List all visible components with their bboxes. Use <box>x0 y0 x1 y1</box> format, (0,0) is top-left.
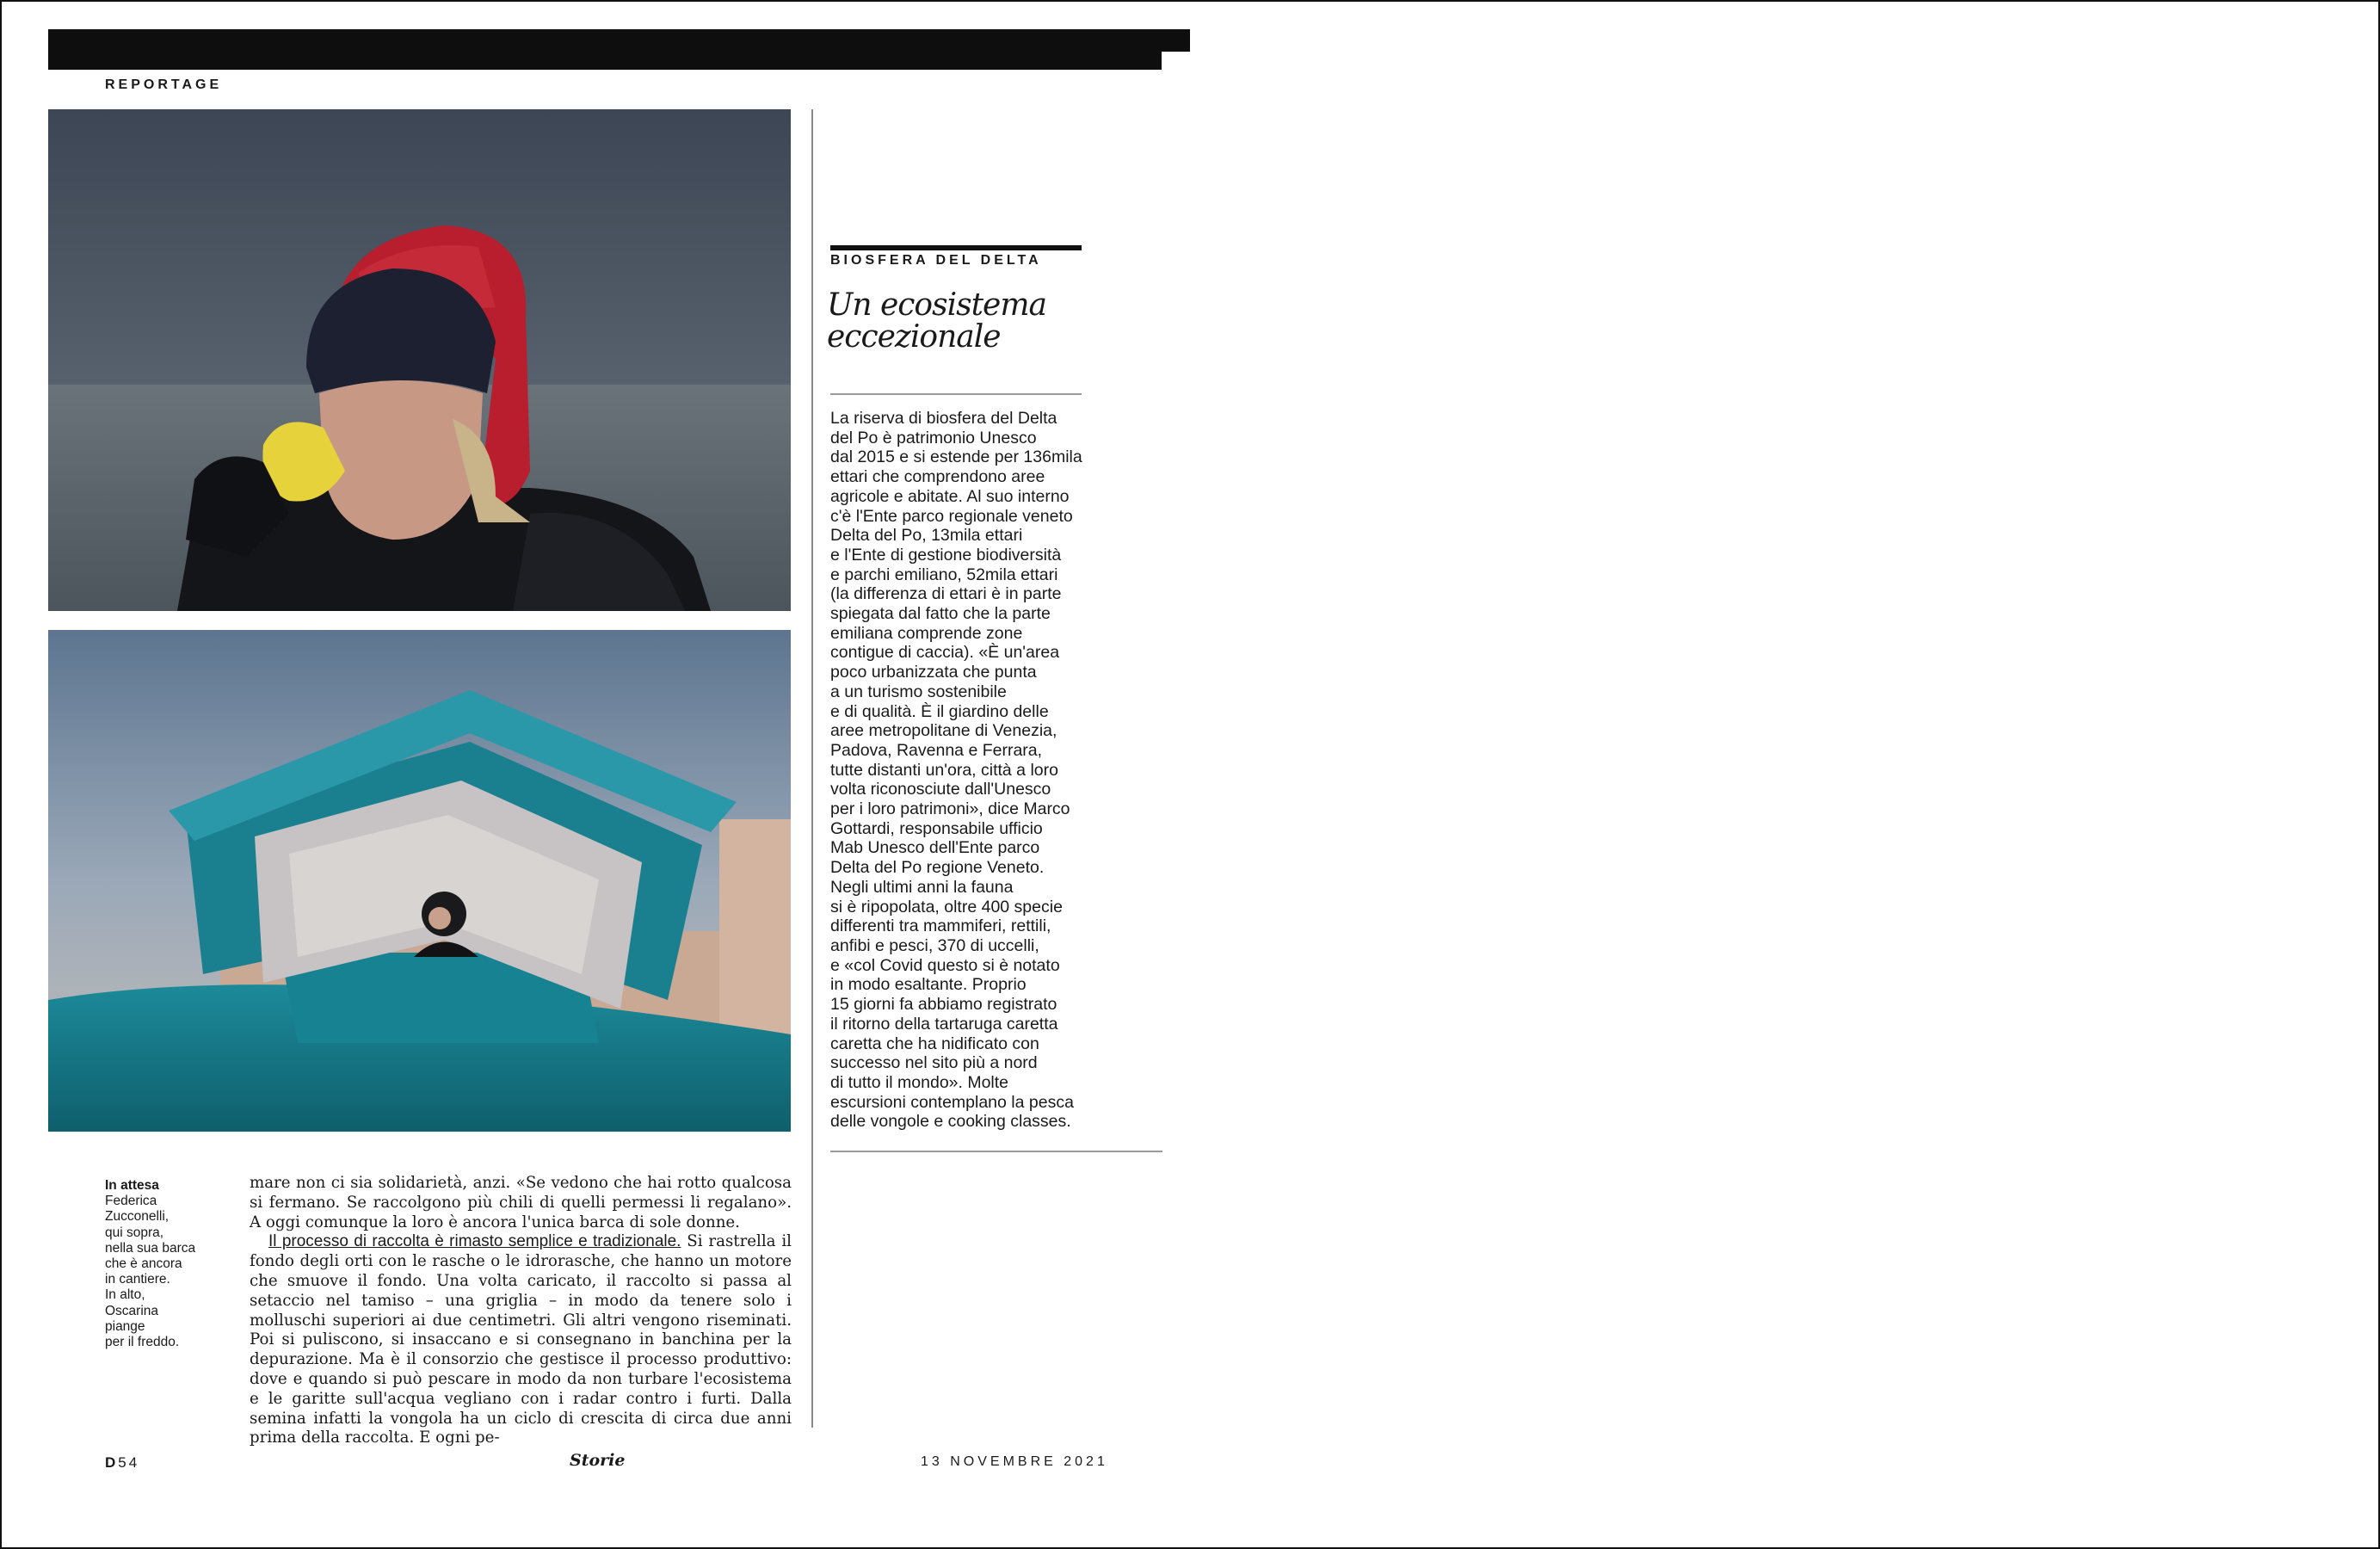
photo-teal-boat <box>48 630 791 1132</box>
page-number-value: 54 <box>118 1454 140 1471</box>
magazine-name: Storie <box>570 1451 626 1470</box>
article-body <box>250 1174 792 1448</box>
header-bar-notch <box>1162 52 1190 70</box>
sidebar-title-rule <box>830 393 1082 395</box>
caption-title: In attesa <box>105 1178 159 1193</box>
sidebar-end-rule <box>830 1151 1162 1152</box>
section-label: REPORTAGE <box>105 77 223 92</box>
sidebar-top-rule <box>830 245 1082 250</box>
column-divider <box>811 109 813 1428</box>
caption-body: Federica Zucconelli, qui sopra, nella sua barca che è ancora in cantiere. In alto, Oscarina piange per il freddo. <box>105 1194 196 1350</box>
photo-caption <box>105 1178 217 1350</box>
sidebar-title: Un ecosistema eccezionale <box>827 287 1046 355</box>
article-paragraph-1: mare non ci sia solidarietà, anzi. «Se vedono che hai rotto qualcosa si fermano. Se raccolgono più chili di quelli permessi li regalano». A oggi comunque la loro è ancora l'unica barca di sole donne. <box>250 1174 792 1231</box>
article-lead-sentence: Il processo di raccolta è rimasto semplice e tradizionale. <box>268 1232 681 1251</box>
sidebar-kicker: BIOSFERA DEL DELTA <box>830 253 1042 268</box>
header-bar <box>48 29 1190 70</box>
sidebar-body: La riserva di biosfera del Delta del Po è patrimonio Unesco dal 2015 e si estende per 136mila ettari che comprendono aree agricole e abitate. Al suo interno c'è l'Ente parco regionale veneto Delta del Po, 13mila ettari e l'Ente di gestione biodiversità e parchi emiliano, 52mila ettari (la differenza di ettari è in parte spiegata dal fatto che la parte emiliana comprende zone contigue di caccia). «È un'area poco urbanizzata che punta a un turismo sostenibile e di qualità. È il giardino delle aree metropolitane di Venezia, Padova, Ravenna e Ferrara, tutte distanti un'ora, città a loro volta riconosciute dall'Unesco per i loro patrimoni», dice Marco Gottardi, responsabile ufficio Mab Unesco dell'Ente parco Delta del Po regione Veneto. Negli ultimi anni la fauna si è ripopolata, oltre 400 specie differenti tra mammiferi, rettili, anfibi e pesci, 370 di uccelli, e «col Covid questo si è notato in modo esaltante. Proprio 15 giorni fa abbiamo registrato il ritorno della tartaruga caretta caretta che ha nidificato con successo nel sito più a nord di tutto il mondo». Molte escursioni contemplano la pesca delle vongole e cooking classes. <box>830 409 1082 1132</box>
article-paragraph-2-body: Si rastrella il fondo degli orti con le rasche o le idrorasche, che hanno un motore che smuove il fondo. Una volta caricato, il raccolto si passa al setaccio nel tamiso – una griglia – in modo da tenere solo i molluschi superiori ai due centimetri. Gli altri vengono riseminati. Poi si puliscono, si insaccano e si consegnano in banchina per la depurazione. Ma è il consorzio che gestisce il processo produttivo: dove e quando si può pescare in modo da non turbare l'ecosistema e le garitte sull'acqua vegliano con i radar contro i furti. Dalla semina infatti la vongola ha un ciclo di crescita di circa due anni prima della raccolta. E ogni pe- <box>250 1232 792 1447</box>
page-prefix: D <box>105 1454 119 1471</box>
issue-date: 13 NOVEMBRE 2021 <box>921 1454 1108 1469</box>
article-paragraph-2 <box>250 1232 792 1448</box>
photo-woman-crying <box>48 109 791 611</box>
page-number <box>105 1454 139 1472</box>
